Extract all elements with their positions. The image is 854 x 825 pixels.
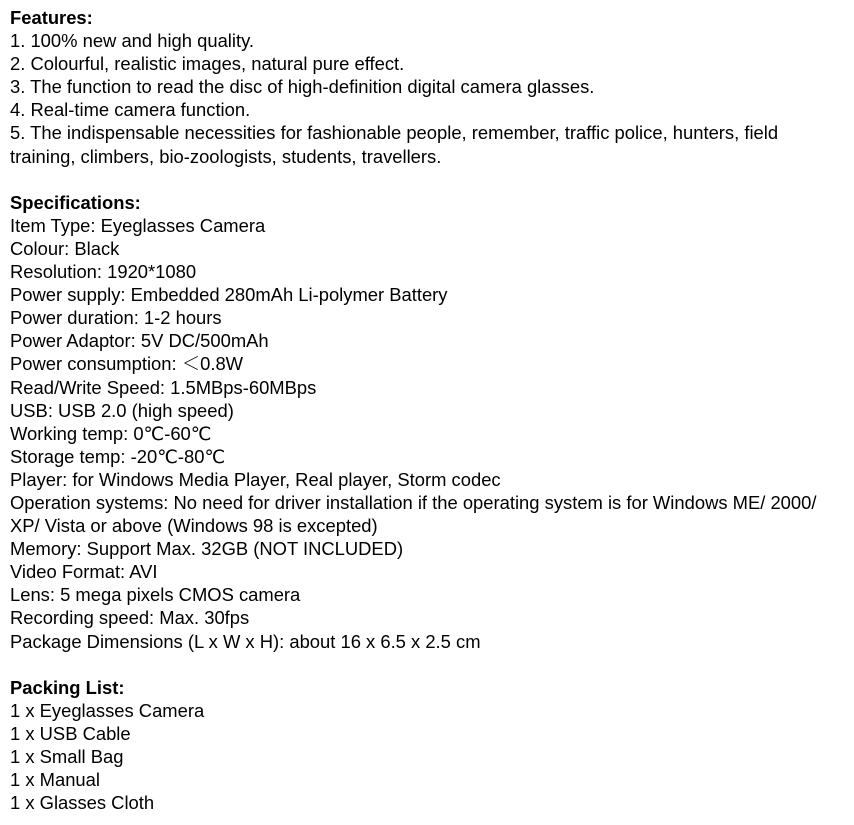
spec-item: Power supply: Embedded 280mAh Li-polymer Battery xyxy=(10,284,448,306)
spec-item: Operation systems: No need for driver installation if the operating system is for Windows ME/ 2000/ XP/ Vista or above (Windows 98 is excepted) xyxy=(10,491,817,537)
spec-item: Power duration: 1-2 hours xyxy=(10,307,222,329)
spec-item: Memory: Support Max. 32GB (NOT INCLUDED) xyxy=(10,538,404,560)
feature-item: 2. Colourful, realistic images, natural pure effect. xyxy=(10,53,405,75)
spec-item: Lens: 5 mega pixels CMOS camera xyxy=(10,584,301,606)
spec-item: Storage temp: -20℃-80℃ xyxy=(10,445,226,467)
spec-item: USB: USB 2.0 (high speed) xyxy=(10,399,234,421)
packing-item: 1 x Eyeglasses Camera xyxy=(10,699,205,721)
spec-item: Power consumption: ＜0.8W xyxy=(10,353,244,375)
packing-item: 1 x Small Bag xyxy=(10,746,124,767)
spec-item: Read/Write Speed: 1.5MBps-60MBps xyxy=(10,376,317,398)
packing-item: 1 x Glasses Cloth xyxy=(10,792,155,814)
specifications-heading: Specifications: xyxy=(10,191,141,213)
spec-item: Item Type: Eyeglasses Camera xyxy=(10,214,266,236)
section-spacer xyxy=(10,653,844,676)
spec-item: Power Adaptor: 5V DC/500mAh xyxy=(10,330,269,352)
spec-item: Player: for Windows Media Player, Real player, Storm codec xyxy=(10,468,501,490)
section-spacer xyxy=(10,168,844,191)
packing-item: 1 x USB Cable xyxy=(10,722,131,744)
feature-item: 1. 100% new and high quality. xyxy=(10,30,255,52)
spec-item: Package Dimensions (L x W x H): about 16 x 6.5 x 2.5 cm xyxy=(10,630,481,652)
feature-item: 3. The function to read the disc of high-definition digital camera glasses. xyxy=(10,76,595,98)
spec-item: Recording speed: Max. 30fps xyxy=(10,607,250,629)
feature-item: 4. Real-time camera function. xyxy=(10,99,251,121)
specifications-section xyxy=(10,191,844,653)
features-section xyxy=(10,6,844,168)
packing-list-heading: Packing List: xyxy=(10,676,125,698)
packing-item: 1 x Manual xyxy=(10,769,100,791)
features-heading: Features: xyxy=(10,7,93,28)
spec-item: Resolution: 1920*1080 xyxy=(10,261,197,283)
spec-item: Video Format: AVI xyxy=(10,561,158,583)
spec-item: Colour: Black xyxy=(10,237,120,259)
packing-list-section xyxy=(10,676,844,815)
spec-item: Working temp: 0℃-60℃ xyxy=(10,422,212,444)
feature-item: 5. The indispensable necessities for fashionable people, remember, traffic police, hunters, field training, climbers, bio-zoologists, students, travellers. xyxy=(10,122,779,167)
